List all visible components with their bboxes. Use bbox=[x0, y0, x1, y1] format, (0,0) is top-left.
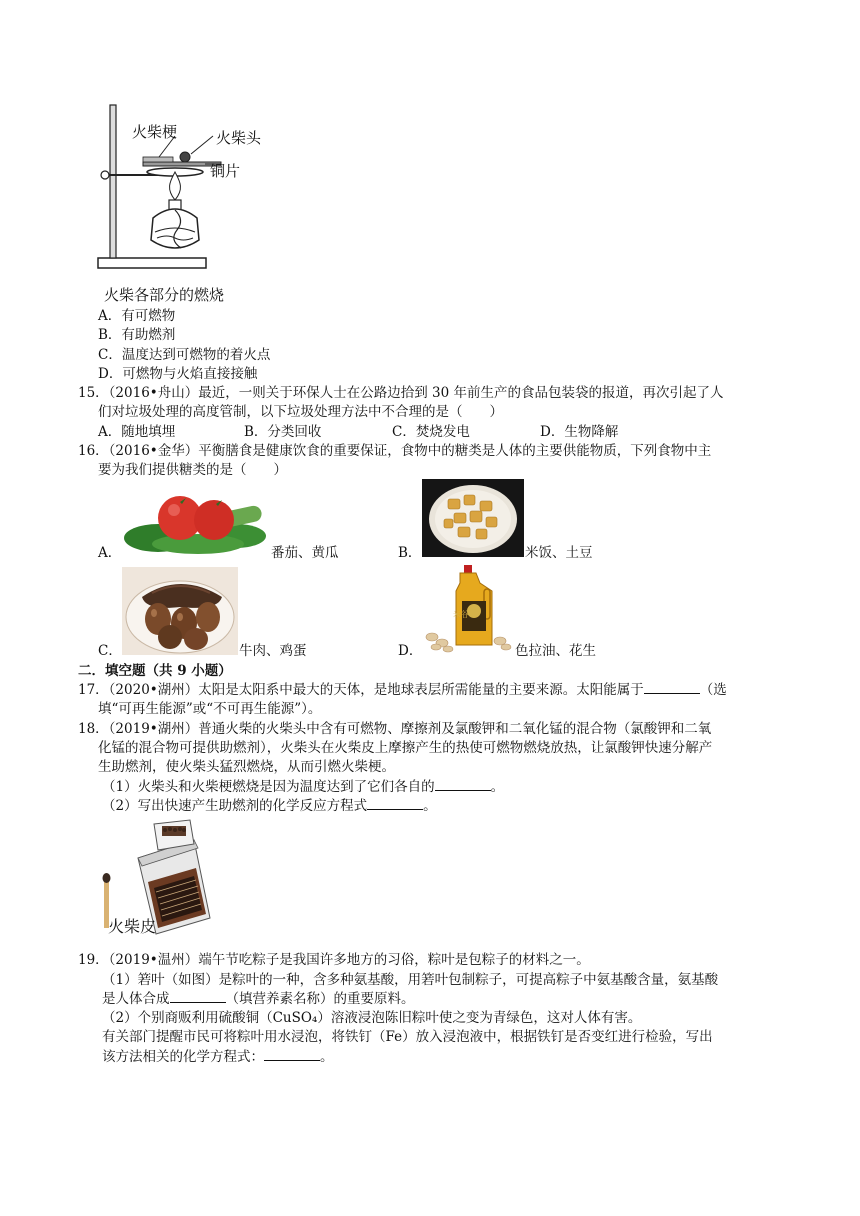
q15-stem-line2: 们对垃圾处理的高度管制，以下垃圾处理方法中不合理的是（ ） bbox=[98, 404, 503, 420]
q14-option-c: C．温度达到可燃物的着火点 bbox=[98, 347, 271, 363]
q18-sub1 bbox=[102, 775, 504, 795]
q18-sub2-end: 。 bbox=[423, 798, 437, 814]
section-heading: 二．填空题（共 9 小题） bbox=[78, 663, 232, 679]
q18-sub1-text: （1）火柴头和火柴梗燃烧是因为温度达到了它们各自的 bbox=[102, 779, 435, 795]
q19-sub2-text-a: 该方法相关的化学方程式： bbox=[102, 1049, 264, 1065]
q18-stem-line2: 化锰的混合物可提供助燃剂），火柴头在火柴皮上摩擦产生的热使可燃物燃烧放热，让氯酸钾快速分解产 bbox=[98, 740, 713, 756]
q18-sub2 bbox=[102, 794, 437, 814]
tomato-cucumber-image bbox=[118, 480, 270, 558]
q18-stem-line1: 18．（2019•湖州）普通火柴的火柴头中含有可燃物、摩擦剂及氯酸钾和二氧化锰的混合物（氯酸钾和二氧 bbox=[78, 721, 712, 737]
q19-sub2-line2: 有关部门提醒市民可将粽叶用水浸泡，将铁钉（Fe）放入浸泡液中，根据铁钉是否变红进行检验，写出 bbox=[102, 1029, 713, 1045]
label-match-head: 火柴头 bbox=[216, 129, 262, 147]
label-copper-sheet: 铜片 bbox=[210, 162, 241, 180]
q19-sub1-blank[interactable] bbox=[170, 990, 226, 1003]
q17-text-b: （选 bbox=[699, 682, 727, 698]
q14-option-a: A．有可燃物 bbox=[98, 308, 176, 324]
q18-stem-line3: 生助燃剂，使火柴头猛烈燃烧，从而引燃火柴梗。 bbox=[98, 759, 395, 775]
q17-line2: 填“可再生能源”或“不可再生能源”）。 bbox=[98, 701, 322, 717]
oil-bottle-label: 米谷 bbox=[453, 610, 469, 619]
q16-option-d-letter: D． bbox=[398, 643, 423, 659]
q15-option-a: A．随地填埋 bbox=[98, 424, 176, 440]
q17-text-a: 17．（2020•湖州）太阳是太阳系中最大的天体，是地球表层所需能量的主要来源。太阳能属于 bbox=[78, 682, 644, 698]
q14-option-d: D．可燃物与火焰直接接触 bbox=[98, 366, 258, 382]
q19-sub1-line2 bbox=[102, 987, 415, 1007]
q16-option-b-text: 米饭、土豆 bbox=[525, 545, 593, 561]
q19-sub2-line1: （2）个别商贩利用硫酸铜（CuSO₄）溶液浸泡陈旧粽叶使之变为青绿色，这对人体有害。 bbox=[102, 1010, 642, 1026]
label-match-striker: 火柴皮 bbox=[108, 917, 157, 936]
q19-sub1-text-b: （填营养素名称）的重要原料。 bbox=[225, 991, 415, 1007]
q16-option-d-text: 色拉油、花生 bbox=[515, 643, 596, 659]
q16-option-b-letter: B． bbox=[398, 545, 422, 561]
q19-sub1-line1: （1）箬叶（如图）是粽叶的一种，含多种氨基酸，用箬叶包制粽子，可提高粽子中氨基酸含量，氨基酸 bbox=[102, 972, 719, 988]
q15-option-d: D．生物降解 bbox=[540, 424, 619, 440]
q18-sub2-text: （2）写出快速产生助燃剂的化学反应方程式 bbox=[102, 798, 368, 814]
q19-sub2-text-b: 。 bbox=[320, 1049, 334, 1065]
label-match-stick: 火柴梗 bbox=[132, 123, 178, 141]
oil-peanut-image bbox=[420, 563, 514, 653]
q16-stem-line2: 要为我们提供糖类的是（ ） bbox=[98, 462, 287, 478]
q19-sub2-line3 bbox=[102, 1045, 334, 1065]
beef-egg-image bbox=[122, 567, 238, 655]
q18-sub2-blank[interactable] bbox=[367, 797, 423, 810]
q19-sub1-text-a: 是人体合成 bbox=[102, 991, 170, 1007]
q16-option-a-letter: A． bbox=[98, 545, 122, 561]
q16-option-c-text: 牛肉、鸡蛋 bbox=[239, 643, 307, 659]
q17-line1 bbox=[78, 678, 727, 698]
q19-sub2-blank[interactable] bbox=[264, 1048, 320, 1061]
q15-option-c: C．焚烧发电 bbox=[392, 424, 470, 440]
q18-sub1-blank[interactable] bbox=[435, 778, 491, 791]
q14-option-b: B．有助燃剂 bbox=[98, 327, 176, 343]
q16-option-a-text: 番茄、黄瓜 bbox=[271, 545, 339, 561]
rice-potato-image bbox=[422, 479, 524, 557]
q17-answer-blank[interactable] bbox=[644, 681, 700, 694]
q19-stem-line1: 19．（2019•温州）端午节吃粽子是我国许多地方的习俗，粽叶是包粽子的材料之一。 bbox=[78, 952, 590, 968]
q16-option-c-letter: C． bbox=[98, 643, 122, 659]
q18-sub1-end: 。 bbox=[490, 779, 505, 795]
q15-stem-line1: 15．（2016•舟山）最近，一则关于环保人士在公路边拾到 30 年前生产的食品包装袋的报道，再次引起了人 bbox=[78, 385, 724, 401]
q15-option-b: B．分类回收 bbox=[244, 424, 322, 440]
figure-caption: 火柴各部分的燃烧 bbox=[104, 286, 225, 304]
q16-stem-line1: 16．（2016•金华）平衡膳食是健康饮食的重要保证，食物中的糖类是人体的主要供能物质，下列食物中主 bbox=[78, 443, 712, 459]
